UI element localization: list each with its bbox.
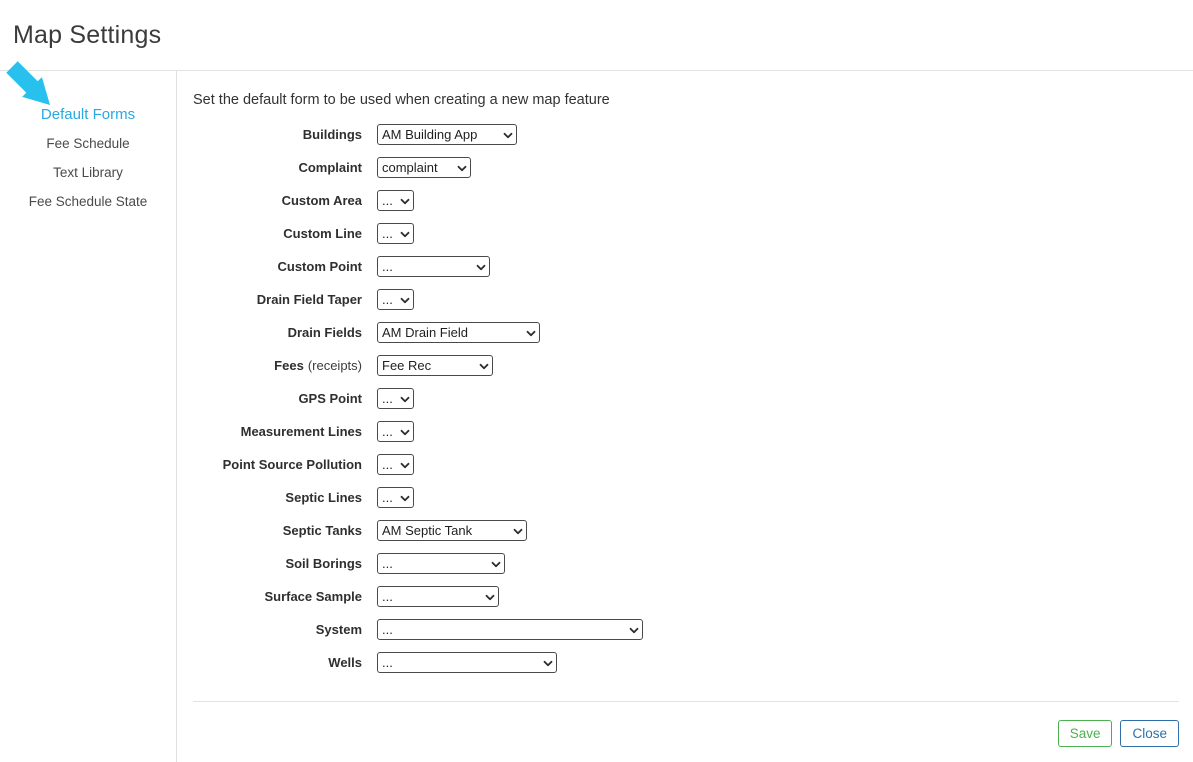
field-label: Septic Tanks: [282, 523, 362, 538]
septic-lines-select-wrap: [377, 487, 414, 508]
measurement-lines-select-wrap: [377, 421, 414, 442]
field-label: Complaint: [298, 160, 362, 175]
custom-line-select[interactable]: [377, 223, 414, 244]
close-button[interactable]: Close: [1120, 720, 1179, 747]
field-label: Custom Line: [283, 226, 362, 241]
system-select[interactable]: [377, 619, 643, 640]
gps-point-select-wrap: [377, 388, 414, 409]
point-source-pollution-select-wrap: [377, 454, 414, 475]
form-row-soil-borings: [193, 547, 1179, 580]
custom-line-select-wrap: [377, 223, 414, 244]
form-row-fees: [193, 349, 1179, 382]
wells-select[interactable]: [377, 652, 557, 673]
default-forms-panel: [177, 71, 1193, 762]
point-source-pollution-select[interactable]: [377, 454, 414, 475]
measurement-lines-select[interactable]: [377, 421, 414, 442]
default-forms-form: [193, 118, 1179, 679]
system-select-wrap: [377, 619, 643, 640]
custom-area-select-wrap: [377, 190, 414, 211]
form-row-system: [193, 613, 1179, 646]
form-row-measurement-lines: [193, 415, 1179, 448]
panel-intro-text: Set the default form to be used when creating a new map feature: [193, 92, 610, 108]
field-label: Drain Fields: [287, 325, 362, 340]
form-row-septic-lines: [193, 481, 1179, 514]
gps-point-select[interactable]: [377, 388, 414, 409]
form-row-point-source-pollution: [193, 448, 1179, 481]
field-label: Drain Field Taper: [256, 292, 362, 307]
field-label: Septic Lines: [285, 490, 362, 505]
complaint-select[interactable]: [377, 157, 471, 178]
surface-sample-select[interactable]: [377, 586, 499, 607]
wells-select-wrap: [377, 652, 557, 673]
septic-lines-select[interactable]: [377, 487, 414, 508]
page-title: Map Settings: [13, 20, 162, 49]
fees-select-wrap: [377, 355, 493, 376]
field-label: System: [315, 622, 362, 637]
form-row-custom-point: [193, 250, 1179, 283]
field-label: Wells: [328, 655, 362, 670]
drain-field-taper-select[interactable]: [377, 289, 414, 310]
field-note: (receipts): [307, 358, 362, 373]
form-row-wells: [193, 646, 1179, 679]
field-label: Measurement Lines: [240, 424, 362, 439]
drain-fields-select-wrap: [377, 322, 540, 343]
septic-tanks-select-wrap: [377, 520, 527, 541]
field-label: Soil Borings: [285, 556, 362, 571]
fees-select[interactable]: [377, 355, 493, 376]
form-row-buildings: [193, 118, 1179, 151]
septic-tanks-select[interactable]: [377, 520, 527, 541]
sidebar-item-default-forms[interactable]: Default Forms: [40, 106, 136, 123]
sidebar: [0, 71, 177, 762]
sidebar-item-text-library[interactable]: Text Library: [53, 165, 123, 180]
field-label: Buildings: [302, 127, 362, 142]
buildings-select[interactable]: [377, 124, 517, 145]
form-row-surface-sample: [193, 580, 1179, 613]
drain-fields-select[interactable]: [377, 322, 540, 343]
field-label: Fees: [274, 358, 304, 373]
save-button[interactable]: Save: [1058, 720, 1113, 747]
field-label: Point Source Pollution: [222, 457, 362, 472]
form-row-drain-fields: [193, 316, 1179, 349]
form-row-septic-tanks: [193, 514, 1179, 547]
field-label: Surface Sample: [264, 589, 362, 604]
form-row-custom-line: [193, 217, 1179, 250]
form-row-complaint: [193, 151, 1179, 184]
form-row-gps-point: [193, 382, 1179, 415]
custom-area-select[interactable]: [377, 190, 414, 211]
content-area: [0, 71, 1193, 762]
panel-footer: [193, 701, 1179, 747]
buildings-select-wrap: [377, 124, 517, 145]
field-label: Custom Point: [277, 259, 362, 274]
sidebar-item-fee-schedule[interactable]: Fee Schedule: [46, 136, 130, 151]
drain-field-taper-select-wrap: [377, 289, 414, 310]
custom-point-select-wrap: [377, 256, 490, 277]
complaint-select-wrap: [377, 157, 471, 178]
surface-sample-select-wrap: [377, 586, 499, 607]
field-label: Custom Area: [281, 193, 362, 208]
page-header: [0, 0, 1193, 71]
form-row-drain-field-taper: [193, 283, 1179, 316]
custom-point-select[interactable]: [377, 256, 490, 277]
soil-borings-select[interactable]: [377, 553, 505, 574]
form-row-custom-area: [193, 184, 1179, 217]
sidebar-item-fee-schedule-state[interactable]: Fee Schedule State: [28, 194, 148, 209]
soil-borings-select-wrap: [377, 553, 505, 574]
field-label: GPS Point: [298, 391, 362, 406]
